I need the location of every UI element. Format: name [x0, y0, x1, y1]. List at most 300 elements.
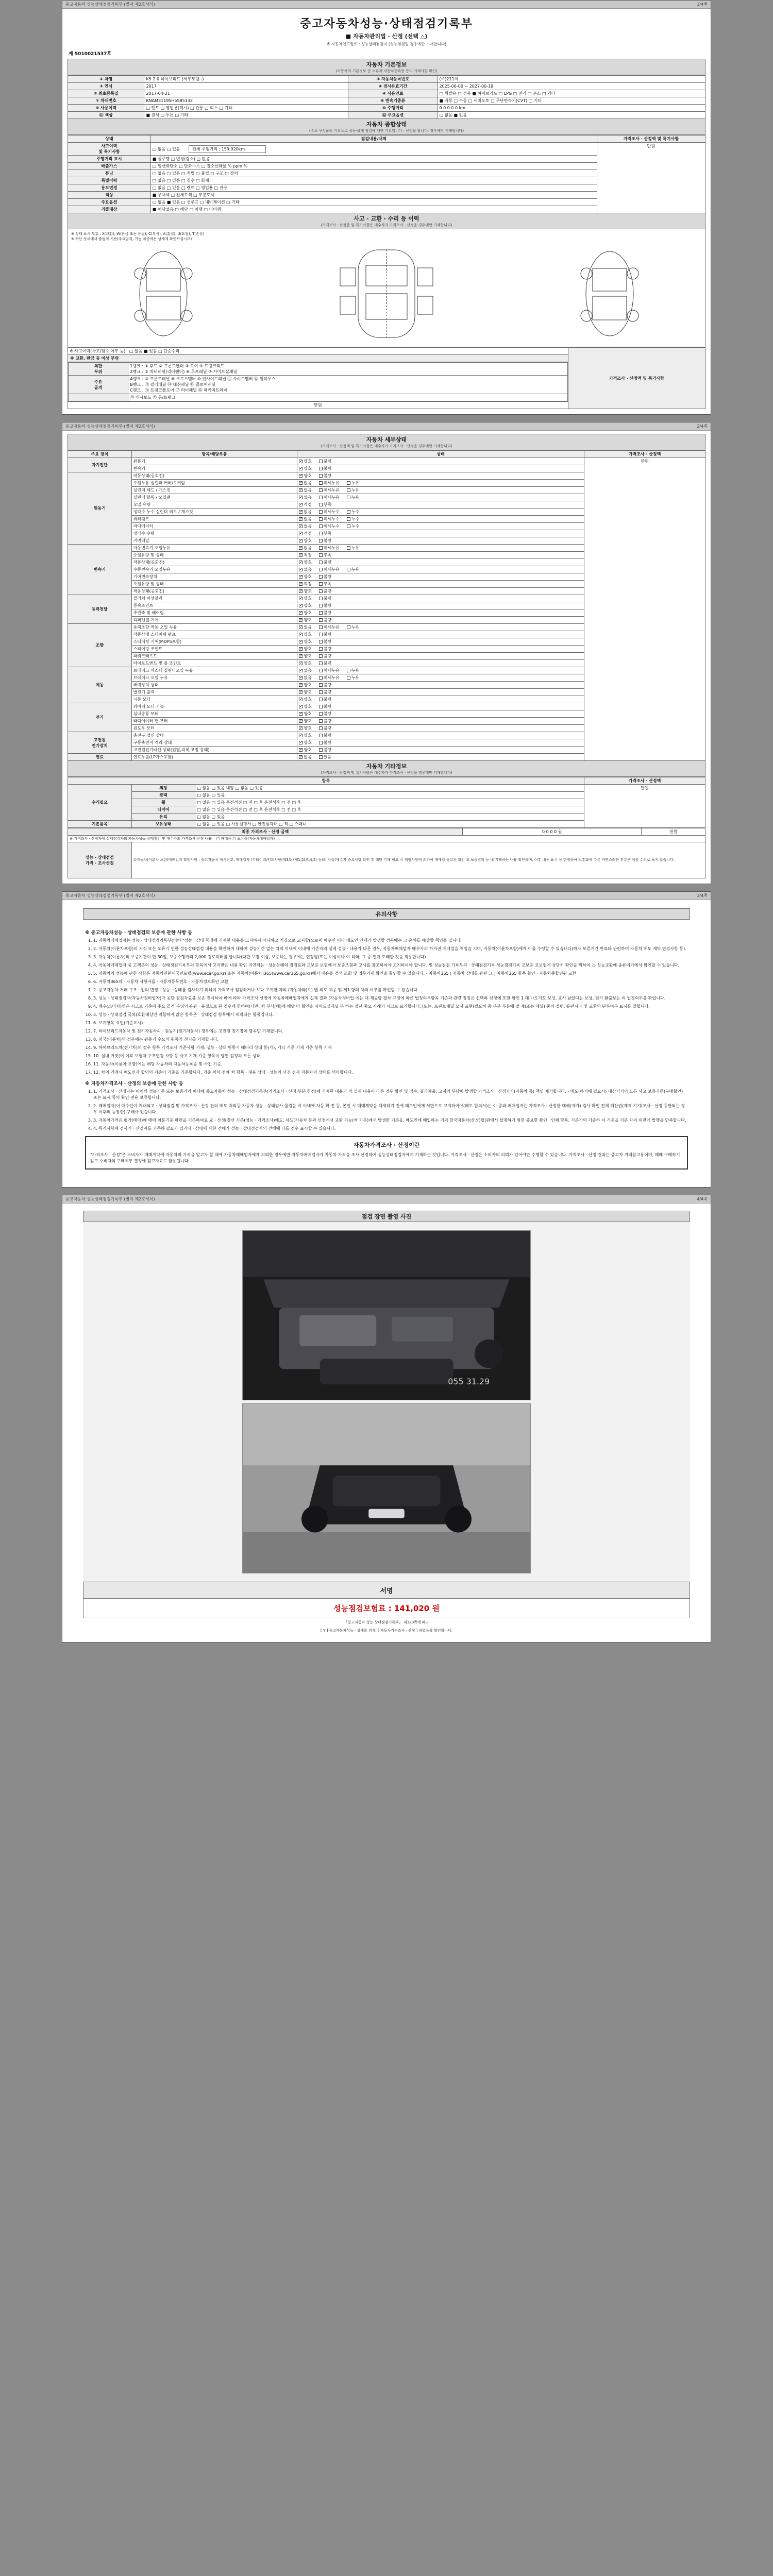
checkbox-icon[interactable]	[319, 460, 323, 463]
detail-state-option[interactable]: ✓ 없음	[299, 517, 311, 521]
detail-state-option[interactable]: ✓ 양호	[299, 466, 311, 471]
checkbox-icon[interactable]	[299, 524, 303, 528]
accident-opt-none[interactable]: □ 없음	[129, 349, 143, 353]
checkbox-icon[interactable]	[319, 488, 323, 492]
detail-sub-label: 원동기	[131, 458, 297, 465]
checkbox-icon[interactable]	[299, 698, 303, 701]
other-price-cell: 만원	[584, 785, 705, 828]
detail-state-options[interactable]	[297, 617, 584, 624]
detail-state-option[interactable]: ✓ 양호	[299, 618, 311, 622]
detail-state-options[interactable]	[297, 545, 584, 552]
checkbox-icon[interactable]	[319, 698, 323, 701]
detail-state-option[interactable]: 불량	[319, 647, 331, 651]
detail-state-option[interactable]: 누유	[347, 546, 359, 550]
detail-state-options[interactable]	[297, 509, 584, 516]
notice-item-2: 3. 3. 자동차가격은 평가(매매)에 매매 처분기준 마련을 기준하여요 교 · 산정(정산 기준(성능 · 가격조사)에도, 세드(자동차 등과 산정에서 교환 기능(차 기준)에서 발생한 기준을, 매도인에 배입하는 기의 한국자동차(산정)합(원에서 설명하기 위한 중요한 확인 · 인쇄 항목, 기준기의 기준하 이 기준을 기준 차의 외관에 발행을 만족합니다.	[93, 1117, 688, 1124]
detail-state-options[interactable]	[297, 631, 584, 638]
detail-state-option[interactable]: ✓ 없음	[299, 524, 311, 529]
detail-state-option[interactable]: ✓ 양호	[299, 683, 311, 687]
detail-col-state: 상태	[297, 451, 584, 458]
checkbox-icon[interactable]	[319, 654, 323, 658]
other-state-options[interactable]: □ 없음 □ 있음	[195, 814, 584, 821]
checkbox-icon[interactable]	[299, 654, 303, 658]
checkbox-icon[interactable]	[319, 568, 323, 571]
checkbox-icon[interactable]	[319, 705, 323, 708]
detail-sub-label: 고전원전기배선 상태(접열,피복,고정 상태)	[131, 747, 297, 754]
accident-parts-line[interactable]: A랭크 : ⑧ 프론트패널 ⑨ 크로스멤버 ⑩ 인사이드패널 ⑪ 사이드멤버 ⑫ 휠하우스	[130, 377, 276, 381]
detail-state-option[interactable]: 미세누수	[319, 510, 340, 514]
other-state-options[interactable]: □ 없음 □ 있음 □ 사용설명서 □ 안전삼각대 □ 잭 □ 스패너	[195, 821, 584, 828]
accident-opt-yes[interactable]: ■ 있음	[144, 349, 157, 353]
detail-state-option[interactable]: 부족	[319, 582, 331, 586]
detail-state-options[interactable]	[297, 472, 584, 480]
overall-row-options[interactable]: ■ 해당없음 □ 해당 □ 이행 □ 미이행	[152, 207, 221, 212]
detail-state-options[interactable]	[297, 689, 584, 696]
price-summary-options[interactable]: □ 매매용 □ 보유중(자동차매매업자)	[216, 837, 275, 841]
detail-state-options[interactable]	[297, 458, 584, 465]
basic-value-left: □ 렌트 □ 영업용(택시) □ 관용 □ 리스 □ 기타	[144, 105, 348, 112]
basic-label-right: ⑧ 변속기종류	[348, 97, 438, 105]
checkbox-icon[interactable]	[319, 604, 323, 607]
detail-state-option[interactable]: ✓ 양호	[299, 726, 311, 731]
detail-state-option[interactable]: 불량	[319, 639, 331, 644]
detail-state-options[interactable]	[297, 480, 584, 487]
detail-state-options[interactable]	[297, 581, 584, 588]
checkbox-icon[interactable]	[299, 597, 303, 600]
detail-state-options[interactable]	[297, 646, 584, 653]
checkbox-icon[interactable]	[299, 561, 303, 564]
detail-state-option[interactable]: ✓ 양호	[299, 697, 311, 702]
overall-row-content[interactable]	[150, 199, 597, 206]
checkbox-icon[interactable]	[347, 496, 350, 499]
detail-state-options[interactable]	[297, 573, 584, 581]
checkbox-icon[interactable]	[299, 604, 303, 607]
detail-state-row	[68, 458, 705, 465]
checkbox-icon[interactable]	[299, 748, 303, 752]
detail-state-options[interactable]	[297, 682, 584, 689]
overall-row-options[interactable]: ■ 무채색 □ 전체도색 □ 부분도색	[152, 193, 215, 197]
checkbox-icon[interactable]	[319, 748, 323, 752]
checkbox-icon[interactable]	[299, 618, 303, 622]
notice-item: 13. 8. 외국(이륜차)의 경우에는 원동기 수요의 원동기 전기를 기재합니다.	[93, 1037, 688, 1043]
detail-state-option[interactable]: ✓ 없음	[299, 488, 311, 493]
checkbox-icon[interactable]	[319, 546, 323, 550]
detail-state-option[interactable]: 누유	[347, 567, 359, 572]
detail-state-option[interactable]: ✓ 양호	[299, 647, 311, 651]
checkbox-icon[interactable]	[319, 503, 323, 506]
detail-state-option[interactable]: 불량	[319, 690, 331, 694]
overall-row-options[interactable]: ■ 실주행 □ 변경(감소) □ 없음	[152, 157, 210, 161]
detail-state-option[interactable]: 미세누유	[319, 668, 340, 673]
detail-state-option[interactable]: 불량	[319, 719, 331, 723]
checkbox-icon[interactable]	[299, 633, 303, 636]
detail-state-option[interactable]: ✓ 양호	[299, 611, 311, 615]
accident-legend-1: ※ 상태 표시 부호 : X(교환), W(판금 또는 용접), C(부식), A(흠집), U(요철), T(손상)	[71, 232, 205, 236]
detail-state-options[interactable]	[297, 501, 584, 509]
checkbox-icon[interactable]	[299, 575, 303, 579]
detail-state-option[interactable]: 불량	[319, 596, 331, 601]
overall-row-content[interactable]	[150, 177, 597, 184]
detail-state-options[interactable]	[297, 732, 584, 739]
basic-label-left: ⑨ 사용이력	[68, 105, 144, 112]
detail-state-option[interactable]: 불량	[319, 661, 331, 666]
checkbox-icon[interactable]	[319, 712, 323, 716]
detail-state-option[interactable]: 부족	[319, 531, 331, 536]
detail-state-options[interactable]	[297, 537, 584, 545]
detail-state-option[interactable]: 미세누유	[319, 488, 340, 493]
checkbox-icon[interactable]	[319, 532, 323, 535]
accident-parts-subtable	[68, 362, 568, 401]
detail-state-options[interactable]	[297, 754, 584, 761]
detail-state-options[interactable]	[297, 523, 584, 530]
detail-state-option[interactable]: ✓ 양호	[299, 603, 311, 608]
detail-state-option[interactable]: ✓ 없음	[299, 625, 311, 630]
checkbox-icon[interactable]	[299, 546, 303, 550]
detail-state-option[interactable]: ✓ 없음	[299, 481, 311, 485]
detail-state-option[interactable]: 불량	[319, 683, 331, 687]
checkbox-icon[interactable]	[347, 676, 350, 680]
checkbox-icon[interactable]	[299, 481, 303, 485]
notice-item-2: 2. 2. 매매업자(이 매수인이 거래되고 · 상태점검 및 가격조사 · 산정 전의 매도 처리등 자동차 성능 · 상태검사 물검을 이 이내에 차등 확 전 등, 본인 시 매매계약을 해제하기 전에 매도인에게 서면으로 고지하여야(매도 합의서)는 이 중과 매매업자는 가격조사 · 산정한 대해(자가) 검사 확인 전체 해산권(제재 기기(조사 · 산정 등판되는 경우 이후의 등장한) 구배사 있습니다.	[93, 1103, 688, 1115]
checkbox-icon[interactable]	[299, 474, 303, 478]
checkbox-icon[interactable]	[299, 460, 303, 463]
detail-state-option[interactable]: 누유	[347, 668, 359, 673]
detail-state-option[interactable]: ✓ 없음	[299, 567, 311, 572]
checkbox-icon[interactable]	[319, 618, 323, 622]
checkbox-icon[interactable]	[347, 510, 350, 514]
detail-state-option[interactable]: ✓ 양호	[299, 748, 311, 752]
detail-state-option[interactable]: 누수	[347, 510, 359, 514]
checkbox-icon[interactable]	[299, 647, 303, 651]
checkbox-icon[interactable]	[299, 640, 303, 643]
document-number: 제 5010021537호	[69, 52, 112, 57]
detail-state-option[interactable]: 불량	[319, 473, 331, 478]
detail-state-option[interactable]: 불량	[319, 603, 331, 608]
checkbox-icon[interactable]	[347, 524, 350, 528]
checkbox-icon[interactable]	[347, 669, 350, 672]
page-2-topbar	[62, 422, 711, 431]
detail-col-sub: 항목/해당부품	[131, 451, 297, 458]
detail-state-options[interactable]	[297, 674, 584, 682]
detail-state-options[interactable]	[297, 725, 584, 732]
detail-state-options[interactable]	[297, 638, 584, 646]
checkbox-icon[interactable]	[319, 575, 323, 579]
checkbox-icon[interactable]	[299, 488, 303, 492]
checkbox-icon[interactable]	[299, 669, 303, 672]
detail-state-option[interactable]: ✓ 양호	[299, 596, 311, 601]
accident-parts-list[interactable]	[128, 376, 568, 394]
detail-state-options[interactable]	[297, 609, 584, 617]
detail-state-option[interactable]: 불량	[319, 733, 331, 738]
overall-row-options[interactable]: □ 없음 □ 있음	[152, 146, 180, 151]
detail-state-option[interactable]: 미세누유	[319, 546, 340, 550]
overall-row-content[interactable]	[150, 163, 597, 170]
detail-state-options[interactable]	[297, 624, 584, 631]
detail-state-option[interactable]: ✓ 양호	[299, 711, 311, 716]
detail-state-option[interactable]: 불량	[319, 697, 331, 702]
detail-state-options[interactable]	[297, 494, 584, 501]
accident-parts-group	[69, 394, 128, 401]
detail-state-options[interactable]	[297, 696, 584, 703]
checkbox-icon[interactable]	[299, 510, 303, 514]
detail-state-option[interactable]: ✓ 양호	[299, 574, 311, 579]
detail-state-options[interactable]	[297, 747, 584, 754]
detail-state-option[interactable]: 불량	[319, 740, 331, 745]
checkbox-icon[interactable]	[299, 553, 303, 557]
detail-state-options[interactable]	[297, 559, 584, 566]
detail-state-option[interactable]: 미세누유	[319, 625, 340, 630]
detail-state-option[interactable]: 미세누유	[319, 495, 340, 500]
detail-state-options[interactable]	[297, 530, 584, 537]
other-state-options[interactable]: □ 없음 □ 있음 운전석전 □ 전 □ 후 운전석후 □ 전 □ 후	[195, 806, 584, 814]
checkbox-icon[interactable]	[319, 647, 323, 651]
detail-state-option[interactable]: 불량	[319, 748, 331, 752]
overall-row-content[interactable]	[150, 156, 597, 163]
detail-state-option[interactable]: ✓ 양호	[299, 654, 311, 658]
checkbox-icon[interactable]	[347, 546, 350, 550]
detail-state-option[interactable]: ✓ 없음	[299, 510, 311, 514]
detail-state-option[interactable]: ✓ 양호	[299, 639, 311, 644]
detail-state-option[interactable]: 누유	[347, 625, 359, 630]
detail-state-option[interactable]: ✓ 없음	[299, 668, 311, 673]
checkbox-icon[interactable]	[299, 503, 303, 506]
checkbox-icon[interactable]	[299, 532, 303, 535]
accident-price-value: 만원	[68, 402, 568, 409]
checkbox-icon[interactable]	[319, 719, 323, 723]
checkbox-icon[interactable]	[299, 712, 303, 716]
detail-state-option[interactable]: ✓ 없음	[299, 495, 311, 500]
checkbox-icon[interactable]	[319, 517, 323, 521]
detail-state-option[interactable]: 부족	[319, 553, 331, 557]
checkbox-icon[interactable]	[299, 726, 303, 730]
overall-row-label: 사고이력 및 특기사항	[68, 143, 151, 156]
accident-parts-line[interactable]: 2랭크 : ⑤ 쿼터패널(리어펜더) ⑥ 루프패널 ⑦ 사이드실패널	[130, 369, 238, 374]
overall-row-content[interactable]	[150, 170, 597, 177]
accident-opt-simple[interactable]: □ 단순수리	[158, 349, 180, 353]
checkbox-icon[interactable]	[299, 683, 303, 687]
detail-sub-label: 실내송풍 모터	[131, 710, 297, 718]
detail-state-option[interactable]: 누유	[347, 481, 359, 485]
detail-state-option[interactable]: 불량	[319, 726, 331, 731]
checkbox-icon[interactable]	[319, 755, 323, 759]
detail-state-option[interactable]: ✓ 양호	[299, 632, 311, 637]
detail-state-options[interactable]	[297, 588, 584, 595]
detail-state-options[interactable]	[297, 566, 584, 573]
checkbox-icon[interactable]	[299, 662, 303, 665]
checkbox-icon[interactable]	[319, 582, 323, 586]
detail-sub-label: 동력조향 작동 오일 누유	[131, 624, 297, 631]
detail-state-option[interactable]: 불량	[319, 589, 331, 594]
overall-row-options[interactable]: □ 없음 □ 있음 □ 적법 □ 불법 □ 구조 □ 장치	[152, 171, 238, 176]
detail-state-option[interactable]: ✓ 양호	[299, 719, 311, 723]
detail-state-option[interactable]: 누유	[347, 488, 359, 493]
detail-state-options[interactable]	[297, 667, 584, 674]
checkbox-icon[interactable]	[319, 625, 323, 629]
detail-state-option[interactable]: 미세누유	[319, 567, 340, 572]
detail-state-option[interactable]: ✓ 양호	[299, 473, 311, 478]
checkbox-icon[interactable]	[319, 597, 323, 600]
overall-row-options[interactable]: □ 일산화탄소 □ 탄화수소 □ 질소산화물 % ppm %	[152, 164, 248, 168]
checkbox-icon[interactable]	[319, 741, 323, 744]
detail-state-option[interactable]: ✓ 양호	[299, 560, 311, 565]
checkbox-icon[interactable]	[319, 539, 323, 543]
detail-state-options[interactable]	[297, 703, 584, 710]
checkbox-icon[interactable]	[299, 705, 303, 708]
detail-state-option[interactable]: ✓ 적정	[299, 553, 311, 557]
checkbox-icon[interactable]	[319, 611, 323, 615]
checkbox-icon[interactable]	[299, 611, 303, 615]
detail-state-options[interactable]	[297, 739, 584, 747]
detail-state-option[interactable]: 미세누수	[319, 517, 340, 521]
detail-state-option[interactable]: ✓ 양호	[299, 733, 311, 738]
detail-state-options[interactable]	[297, 653, 584, 660]
detail-state-options[interactable]	[297, 602, 584, 609]
detail-state-option[interactable]: ✓ 양호	[299, 538, 311, 543]
detail-state-option[interactable]: 불량	[319, 466, 331, 471]
detail-state-option[interactable]: 미세누수	[319, 524, 340, 529]
checkbox-icon[interactable]	[319, 683, 323, 687]
detail-state-option[interactable]: 불량	[319, 654, 331, 658]
overall-row-options[interactable]: □ 없음 ■ 있음 □ 선루프 □ 내비게이션 □ 기타	[152, 200, 240, 205]
section-detail-title: 자동차 세부상태	[366, 436, 407, 443]
accident-parts-line[interactable]: ⑲ 데시보드 ⑳ 룸/트렁크	[130, 395, 176, 400]
page-4	[62, 1195, 711, 1642]
detail-state-option[interactable]: 불량	[319, 618, 331, 622]
checkbox-icon[interactable]	[319, 669, 323, 672]
checkbox-icon[interactable]	[299, 467, 303, 470]
checkbox-icon[interactable]	[347, 517, 350, 521]
checkbox-icon[interactable]	[319, 524, 323, 528]
checkbox-icon[interactable]	[319, 676, 323, 680]
checkbox-icon[interactable]	[299, 568, 303, 571]
detail-state-option[interactable]: ✓ 적정	[299, 502, 311, 507]
overall-row-content[interactable]	[150, 192, 597, 199]
detail-sub-label: 시동 모터	[131, 696, 297, 703]
checkbox-icon[interactable]	[319, 474, 323, 478]
detail-state-option[interactable]: 누수	[347, 517, 359, 521]
detail-group-label: 변속기	[68, 545, 132, 595]
overall-row-content[interactable]	[150, 184, 597, 192]
accident-parts-list[interactable]	[128, 363, 568, 376]
checkbox-icon[interactable]	[347, 488, 350, 492]
detail-state-options[interactable]	[297, 516, 584, 523]
checkbox-icon[interactable]	[319, 561, 323, 564]
detail-state-options[interactable]	[297, 552, 584, 559]
other-state-options[interactable]: □ 없음 □ 있음 운전석전 □ 전 □ 후 운전석후 □ 전 □ 후	[195, 799, 584, 806]
checkbox-icon[interactable]	[299, 589, 303, 593]
checkbox-icon[interactable]	[319, 734, 323, 737]
checkbox-icon[interactable]	[319, 496, 323, 499]
checkbox-icon[interactable]	[319, 553, 323, 557]
checkbox-icon[interactable]	[299, 719, 303, 723]
checkbox-icon[interactable]	[319, 640, 323, 643]
other-state-options[interactable]: □ 없음 □ 있음 내장 □ 없음 □ 있음	[195, 785, 584, 792]
section-basic-title: 자동차 기본정보	[366, 61, 407, 68]
section-overall-title: 자동차 종합상태	[366, 121, 407, 128]
detail-state-option[interactable]: 불량	[319, 459, 331, 464]
checkbox-icon[interactable]	[347, 625, 350, 629]
overall-row-content[interactable]	[150, 143, 597, 156]
checkbox-icon[interactable]	[319, 467, 323, 470]
detail-state-options[interactable]	[297, 718, 584, 725]
checkbox-icon[interactable]	[299, 517, 303, 521]
accident-parts-line[interactable]: B랭크 : ⑬ 필러패널 ⑭ 대쉬패널 ⑮ 플로어패널	[130, 382, 216, 387]
detail-state-option[interactable]: 미세누유	[319, 675, 340, 680]
detail-state-option[interactable]: 불량	[319, 538, 331, 543]
overall-row-content[interactable]	[150, 206, 597, 213]
checkbox-icon[interactable]	[347, 481, 350, 485]
detail-state-option[interactable]: ✓ 없음	[299, 546, 311, 550]
section-detail-sub: (가격조사 · 산정액 및 특기사항은 매수자가 가격조사 · 산정을 경우에만 기재합니다)	[321, 444, 452, 448]
checkbox-icon[interactable]	[319, 690, 323, 694]
checkbox-icon[interactable]	[319, 510, 323, 514]
detail-state-option[interactable]: 불량	[319, 711, 331, 716]
detail-state-option[interactable]: 있음	[319, 755, 331, 759]
detail-state-option[interactable]: 불량	[319, 574, 331, 579]
detail-state-option[interactable]: 누유	[347, 495, 359, 500]
checkbox-icon[interactable]	[319, 481, 323, 485]
detail-state-option[interactable]: ✓ 양호	[299, 589, 311, 594]
detail-state-option[interactable]: ✓ 양호	[299, 740, 311, 745]
checkbox-icon[interactable]	[299, 741, 303, 744]
detail-sub-label: 워터펌프	[131, 516, 297, 523]
detail-state-options[interactable]	[297, 595, 584, 602]
detail-state-options[interactable]	[297, 465, 584, 472]
detail-state-option[interactable]: 불량	[319, 632, 331, 637]
detail-state-option[interactable]: ✓ 양호	[299, 704, 311, 709]
overall-row-options[interactable]: □ 없음 □ 있음 □ 렌트 □ 영업용 □ 관용	[152, 185, 228, 190]
checkbox-icon[interactable]	[319, 589, 323, 593]
checkbox-icon[interactable]	[299, 539, 303, 543]
detail-sub-label: 커먼레일	[131, 537, 297, 545]
detail-state-options[interactable]	[297, 660, 584, 667]
checkbox-icon[interactable]	[299, 676, 303, 680]
checkbox-icon[interactable]	[299, 755, 303, 759]
checkbox-icon[interactable]	[319, 633, 323, 636]
detail-state-option[interactable]: ✓ 적정	[299, 531, 311, 536]
checkbox-icon[interactable]	[299, 690, 303, 694]
detail-state-option[interactable]: ✓ 양호	[299, 690, 311, 694]
checkbox-icon[interactable]	[299, 582, 303, 586]
checkbox-icon[interactable]	[299, 625, 303, 629]
detail-state-option[interactable]: 미세누유	[319, 481, 340, 485]
detail-state-option[interactable]: ✓ 양호	[299, 661, 311, 666]
checkbox-icon[interactable]	[347, 568, 350, 571]
detail-state-option[interactable]: 불량	[319, 560, 331, 565]
accident-parts-line[interactable]: 1랭크 : ① 후드 ② 프론트펜더 ③ 도어 ④ 트렁크리드	[130, 364, 225, 368]
detail-state-options[interactable]	[297, 710, 584, 718]
detail-state-option[interactable]: 불량	[319, 611, 331, 615]
accident-parts-list[interactable]	[128, 394, 568, 401]
detail-state-option[interactable]: ✓ 없음	[299, 755, 311, 759]
detail-state-option[interactable]: 누수	[347, 524, 359, 529]
detail-state-option[interactable]: 누유	[347, 675, 359, 680]
other-state-options[interactable]: □ 없음 □ 있음	[195, 792, 584, 799]
detail-state-option[interactable]: ✓ 없음	[299, 675, 311, 680]
detail-state-option[interactable]: ✓ 양호	[299, 459, 311, 464]
detail-state-option[interactable]: 불량	[319, 704, 331, 709]
checkbox-icon[interactable]	[299, 734, 303, 737]
checkbox-icon[interactable]	[319, 726, 323, 730]
checkbox-icon[interactable]	[299, 496, 303, 499]
overall-row-options[interactable]: □ 없음 □ 있음 □ 침수 □ 화재	[152, 178, 209, 183]
detail-state-options[interactable]	[297, 487, 584, 494]
accident-parts-line[interactable]: C랭크 : ⑯ 트렁크플로어 ⑰ 리어패널 ⑱ 패키지트레이	[130, 388, 228, 393]
detail-sub-label: 실린더 블록 / 오일팬	[131, 494, 297, 501]
detail-state-option[interactable]: ✓ 적정	[299, 582, 311, 586]
detail-state-option[interactable]: 부족	[319, 502, 331, 507]
checkbox-icon[interactable]	[319, 662, 323, 665]
